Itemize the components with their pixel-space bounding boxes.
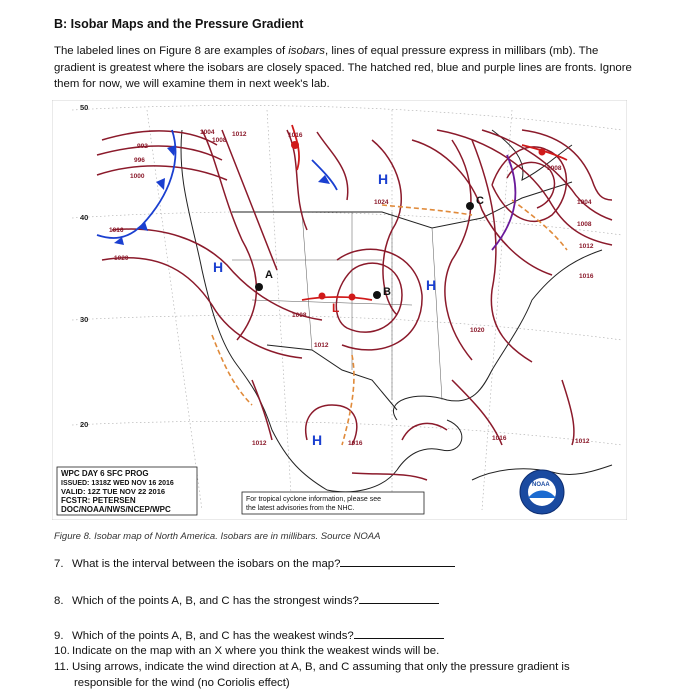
info-box <box>57 467 197 515</box>
tropical-note <box>242 492 424 514</box>
question-10: 10. Indicate on the map with an X where you think the weakest winds will be. <box>54 645 440 657</box>
svg-text:A: A <box>265 269 273 281</box>
high-pressure-label: H <box>426 277 437 293</box>
isobar-label: 1012 <box>579 243 594 250</box>
noaa-logo <box>520 470 564 514</box>
svg-text:WPC DAY 6 SFC PROG: WPC DAY 6 SFC PROG <box>61 469 149 478</box>
svg-text:ISSUED: 1318Z WED NOV 16 2016: ISSUED: 1318Z WED NOV 16 2016 <box>61 480 174 487</box>
svg-text:C: C <box>476 195 484 207</box>
figure-caption: Figure 8. Isobar map of North America. Isobars are in millibars. Source NOAA <box>54 531 381 542</box>
isobar-map <box>52 100 627 520</box>
intro-emphasis: isobars <box>288 45 326 57</box>
svg-text:FCSTR: PETERSEN: FCSTR: PETERSEN <box>61 496 136 505</box>
isobar-label: 1008 <box>547 165 562 172</box>
isobar-label: 1024 <box>374 199 389 206</box>
intro-paragraph <box>54 43 634 93</box>
svg-text:the latest advisories from the: the latest advisories from the NHC. <box>246 505 355 512</box>
answer-blank-8[interactable] <box>359 592 439 604</box>
svg-text:VALID: 12Z TUE NOV 22 2016: VALID: 12Z TUE NOV 22 2016 <box>61 487 166 496</box>
answer-blank-9[interactable] <box>354 627 444 639</box>
lat-label: 50 <box>80 103 89 112</box>
isobar-label: 1016 <box>109 227 124 234</box>
svg-text:DOC/NOAA/NWS/NCEP/WPC: DOC/NOAA/NWS/NCEP/WPC <box>61 505 171 514</box>
question-8: 8. Which of the points A, B, and C has the strongest winds? <box>54 592 439 609</box>
isobar-label: 1012 <box>252 440 267 447</box>
lat-label: 20 <box>80 420 89 429</box>
isobar-label: 1016 <box>579 273 594 280</box>
isobar-label: 1016 <box>288 132 303 139</box>
isobar-label: 1004 <box>577 199 592 206</box>
isobar-label: 992 <box>137 143 148 150</box>
isobar-label: 1020 <box>470 327 485 334</box>
isobar-label: 1000 <box>130 173 145 180</box>
svg-text:NOAA: NOAA <box>532 482 550 488</box>
high-pressure-label: H <box>213 259 224 275</box>
isobar-label: 1008 <box>212 137 227 144</box>
isobar-label: 996 <box>134 157 145 164</box>
question-9: 9. Which of the points A, B, and C has the weakest winds? <box>54 627 444 644</box>
answer-blank-7[interactable] <box>340 555 455 567</box>
isobar-label: 1012 <box>314 342 329 349</box>
high-pressure-label: H <box>378 171 389 187</box>
svg-text:For tropical cyclone informati: For tropical cyclone information, please see <box>246 496 382 503</box>
isobar-label: 1012 <box>232 131 247 138</box>
isobar-label: 1012 <box>575 438 590 445</box>
isobar-label: 1008 <box>577 221 592 228</box>
svg-text:B: B <box>383 286 391 298</box>
section-heading: B: Isobar Maps and the Pressure Gradient <box>54 17 304 31</box>
low-pressure-label: L <box>332 301 340 315</box>
isobar-label: 1016 <box>492 435 507 442</box>
lat-label: 30 <box>80 315 89 324</box>
question-11: 11. Using arrows, indicate the wind direction at A, B, and C assuming that only the pressure gradient is responsible for the wind (no Coriolis effect) <box>54 661 570 689</box>
isobar-label: 1016 <box>348 440 363 447</box>
isobar-label: 1020 <box>114 255 129 262</box>
lat-label: 40 <box>80 213 89 222</box>
question-7: 7. What is the interval between the isobars on the map? <box>54 555 455 572</box>
intro-text-2: , lines of equal pressure express in millibars (mb). The gradient is greatest where the isobars are closely spaced. The hatched red, blue and purple lines are fronts. Ignore them for now, we will examine them in next week's lab. <box>54 45 632 90</box>
high-pressure-label: H <box>312 432 323 448</box>
isobar-label: 1004 <box>200 129 215 136</box>
isobar-label: 1008 <box>292 312 307 319</box>
intro-text-1: The labeled lines on Figure 8 are examples of <box>54 45 289 57</box>
